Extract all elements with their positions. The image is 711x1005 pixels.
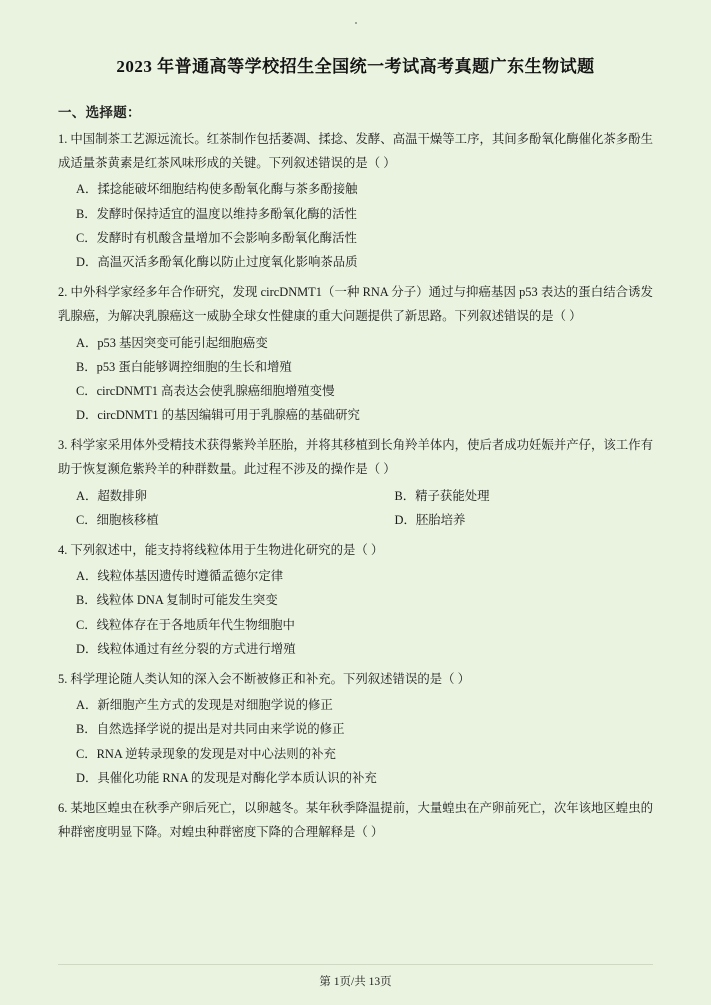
option-a: A．揉捻能破坏细胞结构使多酚氧化酶与茶多酚接触 — [76, 182, 358, 197]
question-text: 科学理论随人类认知的深入会不断被修正和补充。下列叙述错误的是（ ） — [70, 671, 471, 686]
question-text: 中外科学家经多年合作研究，发现 circDNMT1（一种 RNA 分子）通过与抑癌基因 p53 表达的蛋白结合诱发乳腺癌，为解决乳腺癌这一威胁全球女性健康的重大问题提供了新思路。下列叙述错误的是（ ） — [58, 285, 653, 324]
option-b: B．发酵时保持适宜的温度以维持多酚氧化酶的活性 — [76, 206, 357, 221]
section-heading: 一、选择题： — [58, 105, 141, 120]
question-text: 科学家采用体外受精技术获得紫羚羊胚胎，并将其移植到长角羚羊体内，使后者成功妊娠并产仔，该工作有助于恢复濒危紫羚羊的种群数量。此过程不涉及的操作是（ ） — [58, 438, 653, 477]
option-c: C．circDNMT1 高表达会使乳腺癌细胞增殖变慢 — [76, 383, 335, 398]
option-b: B．精子获能处理 — [394, 488, 490, 503]
question-number: 4. — [58, 543, 68, 557]
question-stem — [58, 538, 653, 562]
question-number: 2. — [58, 285, 68, 300]
question-block — [58, 280, 653, 427]
option-a: A．线粒体基因遗传时遵循孟德尔定律 — [76, 569, 284, 584]
question-number: 5. — [58, 671, 68, 686]
option-d: D．高温灭活多酚氧化酶以防止过度氧化影响茶品质 — [76, 254, 358, 269]
option-d: D．线粒体通过有丝分裂的方式进行增殖 — [76, 641, 296, 656]
question-block — [58, 667, 653, 790]
question-block — [58, 538, 653, 661]
option-a: A．新细胞产生方式的发现是对细胞学说的修正 — [76, 698, 333, 713]
question-stem — [58, 796, 653, 844]
option-d: D．胚胎培养 — [394, 512, 466, 527]
question-text: 中国制茶工艺源远流长。红茶制作包括萎凋、揉捻、发酵、高温干燥等工序，其间多酚氧化酶催化茶多酚生成适量茶黄素是红茶风味形成的关键。下列叙述错误的是（ ） — [58, 132, 653, 171]
question-stem — [58, 280, 653, 328]
question-block — [58, 433, 653, 532]
option-b: B．p53 蛋白能够调控细胞的生长和增殖 — [76, 359, 292, 374]
option-c: C．细胞核移植 — [76, 512, 159, 527]
question-stem — [58, 433, 653, 481]
option-d: D．具催化功能 RNA 的发现是对酶化学本质认识的补充 — [76, 770, 377, 785]
option-d: D．circDNMT1 的基因编辑可用于乳腺癌的基础研究 — [76, 408, 360, 423]
option-a: A．超数排卵 — [76, 488, 147, 503]
question-text: 某地区蝗虫在秋季产卵后死亡，以卵越冬。某年秋季降温提前，大量蝗虫在产卵前死亡，次年该地区蝗虫的种群密度明显下降。对蝗虫种群密度下降的合理解释是（ ） — [58, 800, 653, 840]
question-stem — [58, 667, 653, 691]
question-stem — [58, 127, 653, 175]
option-c: C．线粒体存在于各地质年代生物细胞中 — [76, 617, 295, 632]
option-c: C．发酵时有机酸含量增加不会影响多酚氧化酶活性 — [76, 230, 357, 245]
option-b: B．线粒体 DNA 复制时可能发生突变 — [76, 593, 278, 608]
option-a: A．p53 基因突变可能引起细胞癌变 — [76, 335, 268, 350]
page-title: 2023 年普通高等学校招生全国统一考试高考真题广东生物试题 — [116, 57, 595, 76]
option-row — [58, 484, 653, 508]
question-number: 6. — [58, 800, 68, 815]
page-marker-dot — [355, 22, 357, 24]
question-text: 下列叙述中，能支持将线粒体用于生物进化研究的是（ ） — [70, 543, 384, 557]
option-b: B．自然选择学说的提出是对共同由来学说的修正 — [76, 722, 345, 737]
option-c: C．RNA 逆转录现象的发现是对中心法则的补充 — [76, 746, 336, 761]
option-row — [58, 508, 653, 532]
question-block — [58, 127, 653, 274]
footer-divider — [58, 964, 653, 965]
question-block — [58, 796, 653, 844]
question-number: 1. — [58, 132, 68, 146]
question-number: 3. — [58, 438, 68, 453]
page-footer: 第 1页/共 13页 — [319, 976, 392, 988]
